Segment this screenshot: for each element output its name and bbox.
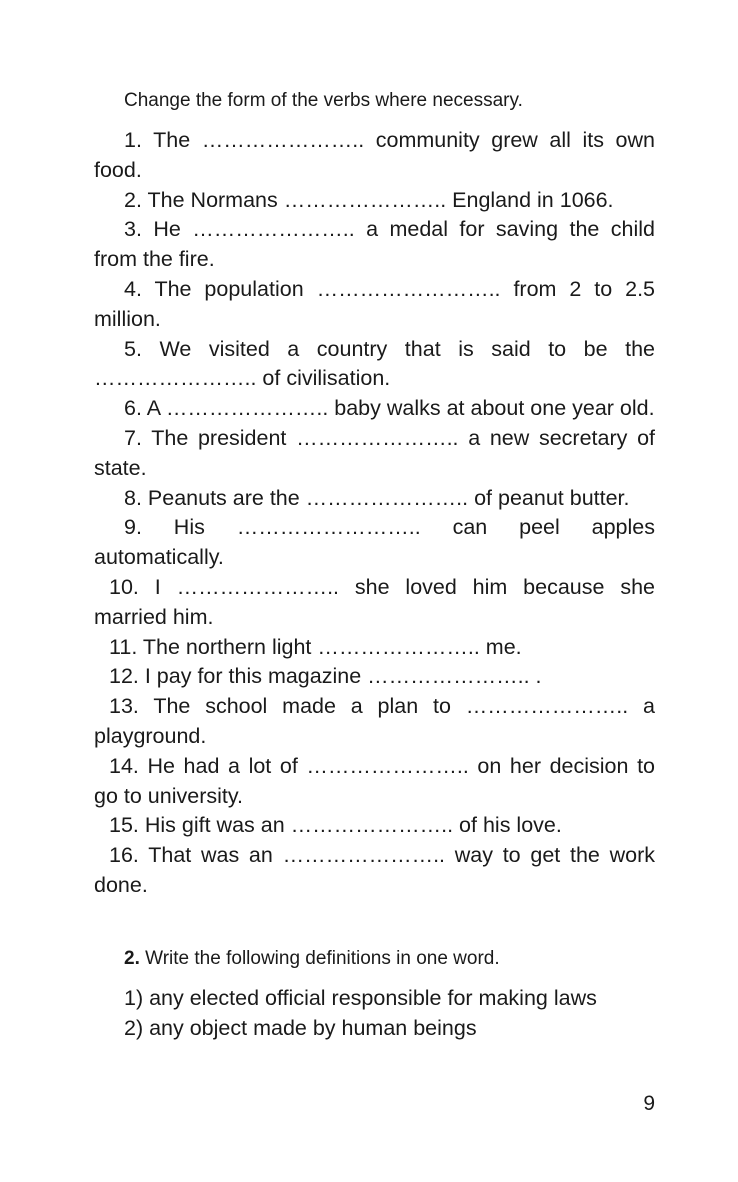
task-2-heading — [124, 946, 655, 972]
exercise-item: 8. Peanuts are the ………………….. of peanut butter. — [124, 485, 630, 510]
exercise-list — [94, 126, 655, 901]
exercise-item: 9. His …………………….. can peel apples automatically. — [94, 515, 655, 570]
definition-item: 2) any object made by human beings — [124, 1015, 477, 1040]
exercise-item: 6. A ………………….. baby walks at about one year old. — [124, 396, 655, 421]
exercise-item: 16. That was an ………………….. way to get the work done. — [94, 843, 655, 897]
exercise-item: 2. The Normans ………………….. England in 1066. — [124, 187, 614, 212]
definition-item: 1) any elected official responsible for making laws — [124, 985, 597, 1010]
exercise-item: 13. The school made a plan to ………………….. a playground. — [94, 694, 655, 748]
exercise-item: 11. The northern light ………………….. me. — [109, 634, 522, 659]
task-2-heading-text: Write the following definitions in one word. — [145, 947, 500, 969]
exercise-item: 15. His gift was an ………………….. of his love. — [109, 813, 562, 838]
page-content — [94, 88, 655, 1043]
exercise-item: 4. The population …………………….. from 2 to 2.5 million. — [94, 276, 655, 331]
exercise-item: 7. The president ………………….. a new secretary of state. — [94, 425, 655, 480]
task-2-number: 2. — [124, 947, 140, 969]
page-number: 9 — [643, 1092, 655, 1115]
exercise-item: 10. I ………………….. she loved him because she married him. — [94, 574, 655, 629]
definition-list — [94, 984, 655, 1044]
exercise-item: 1. The ………………….. community grew all its own food. — [94, 128, 655, 182]
exercise-item: 14. He had a lot of ………………….. on her decision to go to university. — [94, 753, 655, 808]
exercise-item: 3. He ………………….. a medal for saving the child from the fire. — [94, 217, 655, 272]
exercise-item: 12. I pay for this magazine ………………….. . — [109, 664, 542, 689]
exercise-item: 5. We visited a country that is said to be the ………………….. of civilisation. — [94, 336, 655, 391]
exercise-instruction: Change the form of the verbs where necessary. — [124, 90, 523, 111]
